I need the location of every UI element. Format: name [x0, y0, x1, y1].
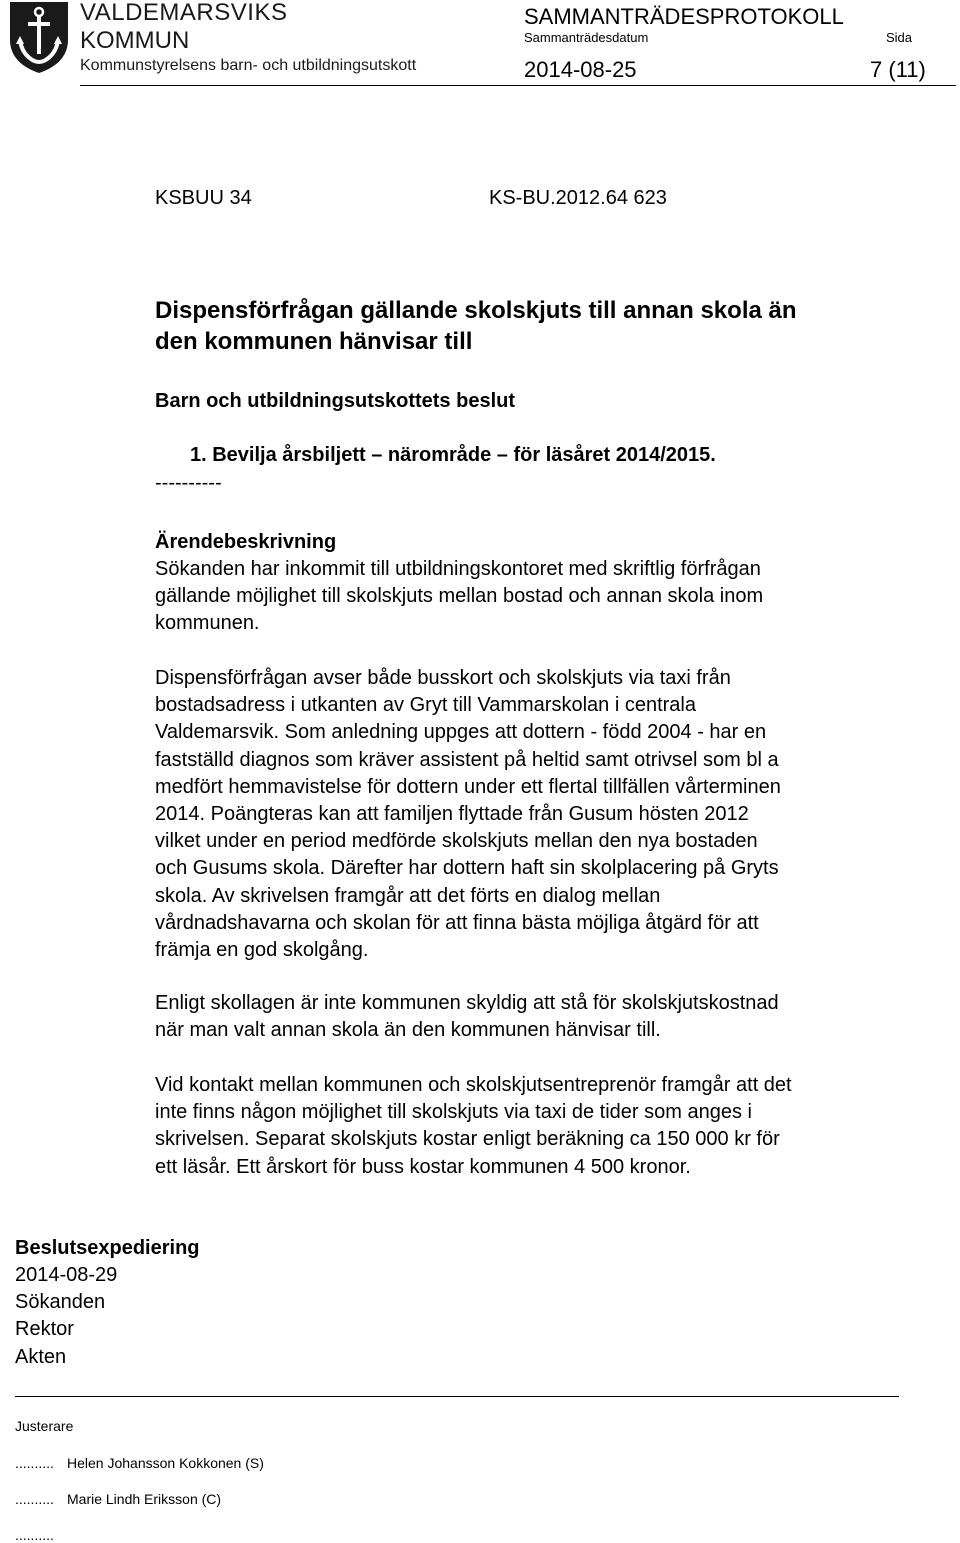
description-heading: Ärendebeskrivning	[155, 531, 337, 553]
signature-dots: ..........	[15, 1527, 54, 1543]
org-kommun: KOMMUN	[80, 27, 190, 54]
paragraph-line: främja en god skolgång.	[155, 939, 369, 962]
paragraph-line: Sökanden har inkommit till utbildningskontoret med skriftlig förfrågan	[155, 558, 761, 580]
paragraph-line: och Gusums skola. Därefter har dottern haft sin skolplacering på Gryts	[155, 857, 779, 880]
separator-dashes: ----------	[155, 472, 222, 494]
paragraph-line: medfört hemmavistelse för dottern under ett flertal tillfällen vårterminen	[155, 775, 781, 798]
paragraph-line: bostadsadress i utkanten av Gryt till Vammarskolan i centrala	[155, 694, 696, 717]
paragraph-line: inte finns någon möjlighet till skolskjuts via taxi de tider som anges i	[155, 1101, 752, 1124]
paragraph-line: gällande möjlighet till skolskjuts mellan bostad och annan skola inom	[155, 585, 764, 608]
signature-line	[15, 1491, 221, 1507]
paragraph-line: Enligt skollagen är inte kommunen skyldig att stå för skolskjutskostnad	[155, 992, 779, 1014]
paragraph-line: när man valt annan skola än den kommunen hänvisar till.	[155, 1019, 661, 1042]
page-label: Sida	[886, 30, 913, 45]
paragraph-line: vårdnadshavarna och skolan för att finna bästa möjliga åtgärd för att	[155, 911, 759, 934]
municipality-logo-anchor-shield-icon	[6, 0, 72, 74]
expediering-item: Akten	[15, 1345, 67, 1368]
section-title-line: Dispensförfrågan gällande skolskjuts till annan skola än	[155, 297, 797, 324]
decision-item: 1. Bevilja årsbiljett – närområde – för läsåret 2014/2015.	[190, 444, 716, 466]
section-title	[155, 295, 797, 357]
paragraph-line: Dispensförfrågan avser både busskort och skolskjuts via taxi från	[155, 667, 731, 689]
paragraph	[155, 556, 763, 638]
paragraph-line: Valdemarsvik. Som anledning uppges att dottern - född 2004 - har en	[155, 721, 767, 744]
signatory-name: Marie Lindh Eriksson (C)	[67, 1491, 222, 1507]
paragraph-line: Vid kontakt mellan kommunen och skolskjutsentreprenör framgår att det	[155, 1074, 792, 1096]
justerare-label: Justerare	[15, 1418, 74, 1434]
paragraph-line: ett läsår. Ett årskort för buss kostar kommunen 4 500 kronor.	[155, 1155, 691, 1178]
signature-line	[15, 1527, 67, 1543]
paragraph-line: fastställd diagnos som kräver assistent på heltid samt otrivsel som bl a	[155, 748, 779, 771]
signature-line	[15, 1455, 264, 1471]
case-reference: KS-BU.2012.64 623	[489, 187, 667, 209]
paragraph-line: vilket under en period medförde skolskjuts mellan den nya bostaden	[155, 830, 758, 853]
paragraph-line: 2014. Poängteras kan att familjen flyttade från Gusum hösten 2012	[155, 803, 749, 826]
signature-dots: ..........	[15, 1455, 54, 1471]
decision-heading: Barn och utbildningsutskottets beslut	[155, 390, 516, 412]
paragraph-line: skrivelsen. Separat skolskjuts kostar enligt beräkning ca 150 000 kr för	[155, 1128, 780, 1151]
signatory-name: Helen Johansson Kokkonen (S)	[67, 1455, 264, 1471]
paragraph	[155, 1072, 792, 1181]
expediering-item: Rektor	[15, 1318, 74, 1341]
meeting-date: 2014-08-25	[524, 57, 637, 82]
document-type: SAMMANTRÄDESPROTOKOLL	[524, 4, 844, 29]
org-department: Kommunstyrelsens barn- och utbildningsutskott	[80, 57, 417, 74]
expediering-item: 2014-08-29	[15, 1264, 118, 1286]
section-number: KSBUU 34	[155, 187, 252, 209]
paragraph	[155, 990, 779, 1044]
expediering-list	[15, 1262, 117, 1371]
paragraph-line: kommunen.	[155, 612, 260, 635]
expediering-heading: Beslutsexpediering	[15, 1237, 200, 1259]
signature-dots: ..........	[15, 1491, 54, 1507]
paragraph-line: skola. Av skrivelsen framgår att det förts en dialog mellan	[155, 884, 661, 907]
section-title-line: den kommunen hänvisar till	[155, 328, 473, 355]
header-divider	[80, 85, 956, 86]
page-number: 7 (11)	[870, 57, 926, 82]
expediering-item: Sökanden	[15, 1291, 106, 1314]
paragraph	[155, 665, 781, 964]
date-label: Sammanträdesdatum	[524, 30, 649, 45]
org-name: VALDEMARSVIKS	[80, 0, 288, 26]
footer-divider	[15, 1396, 899, 1397]
